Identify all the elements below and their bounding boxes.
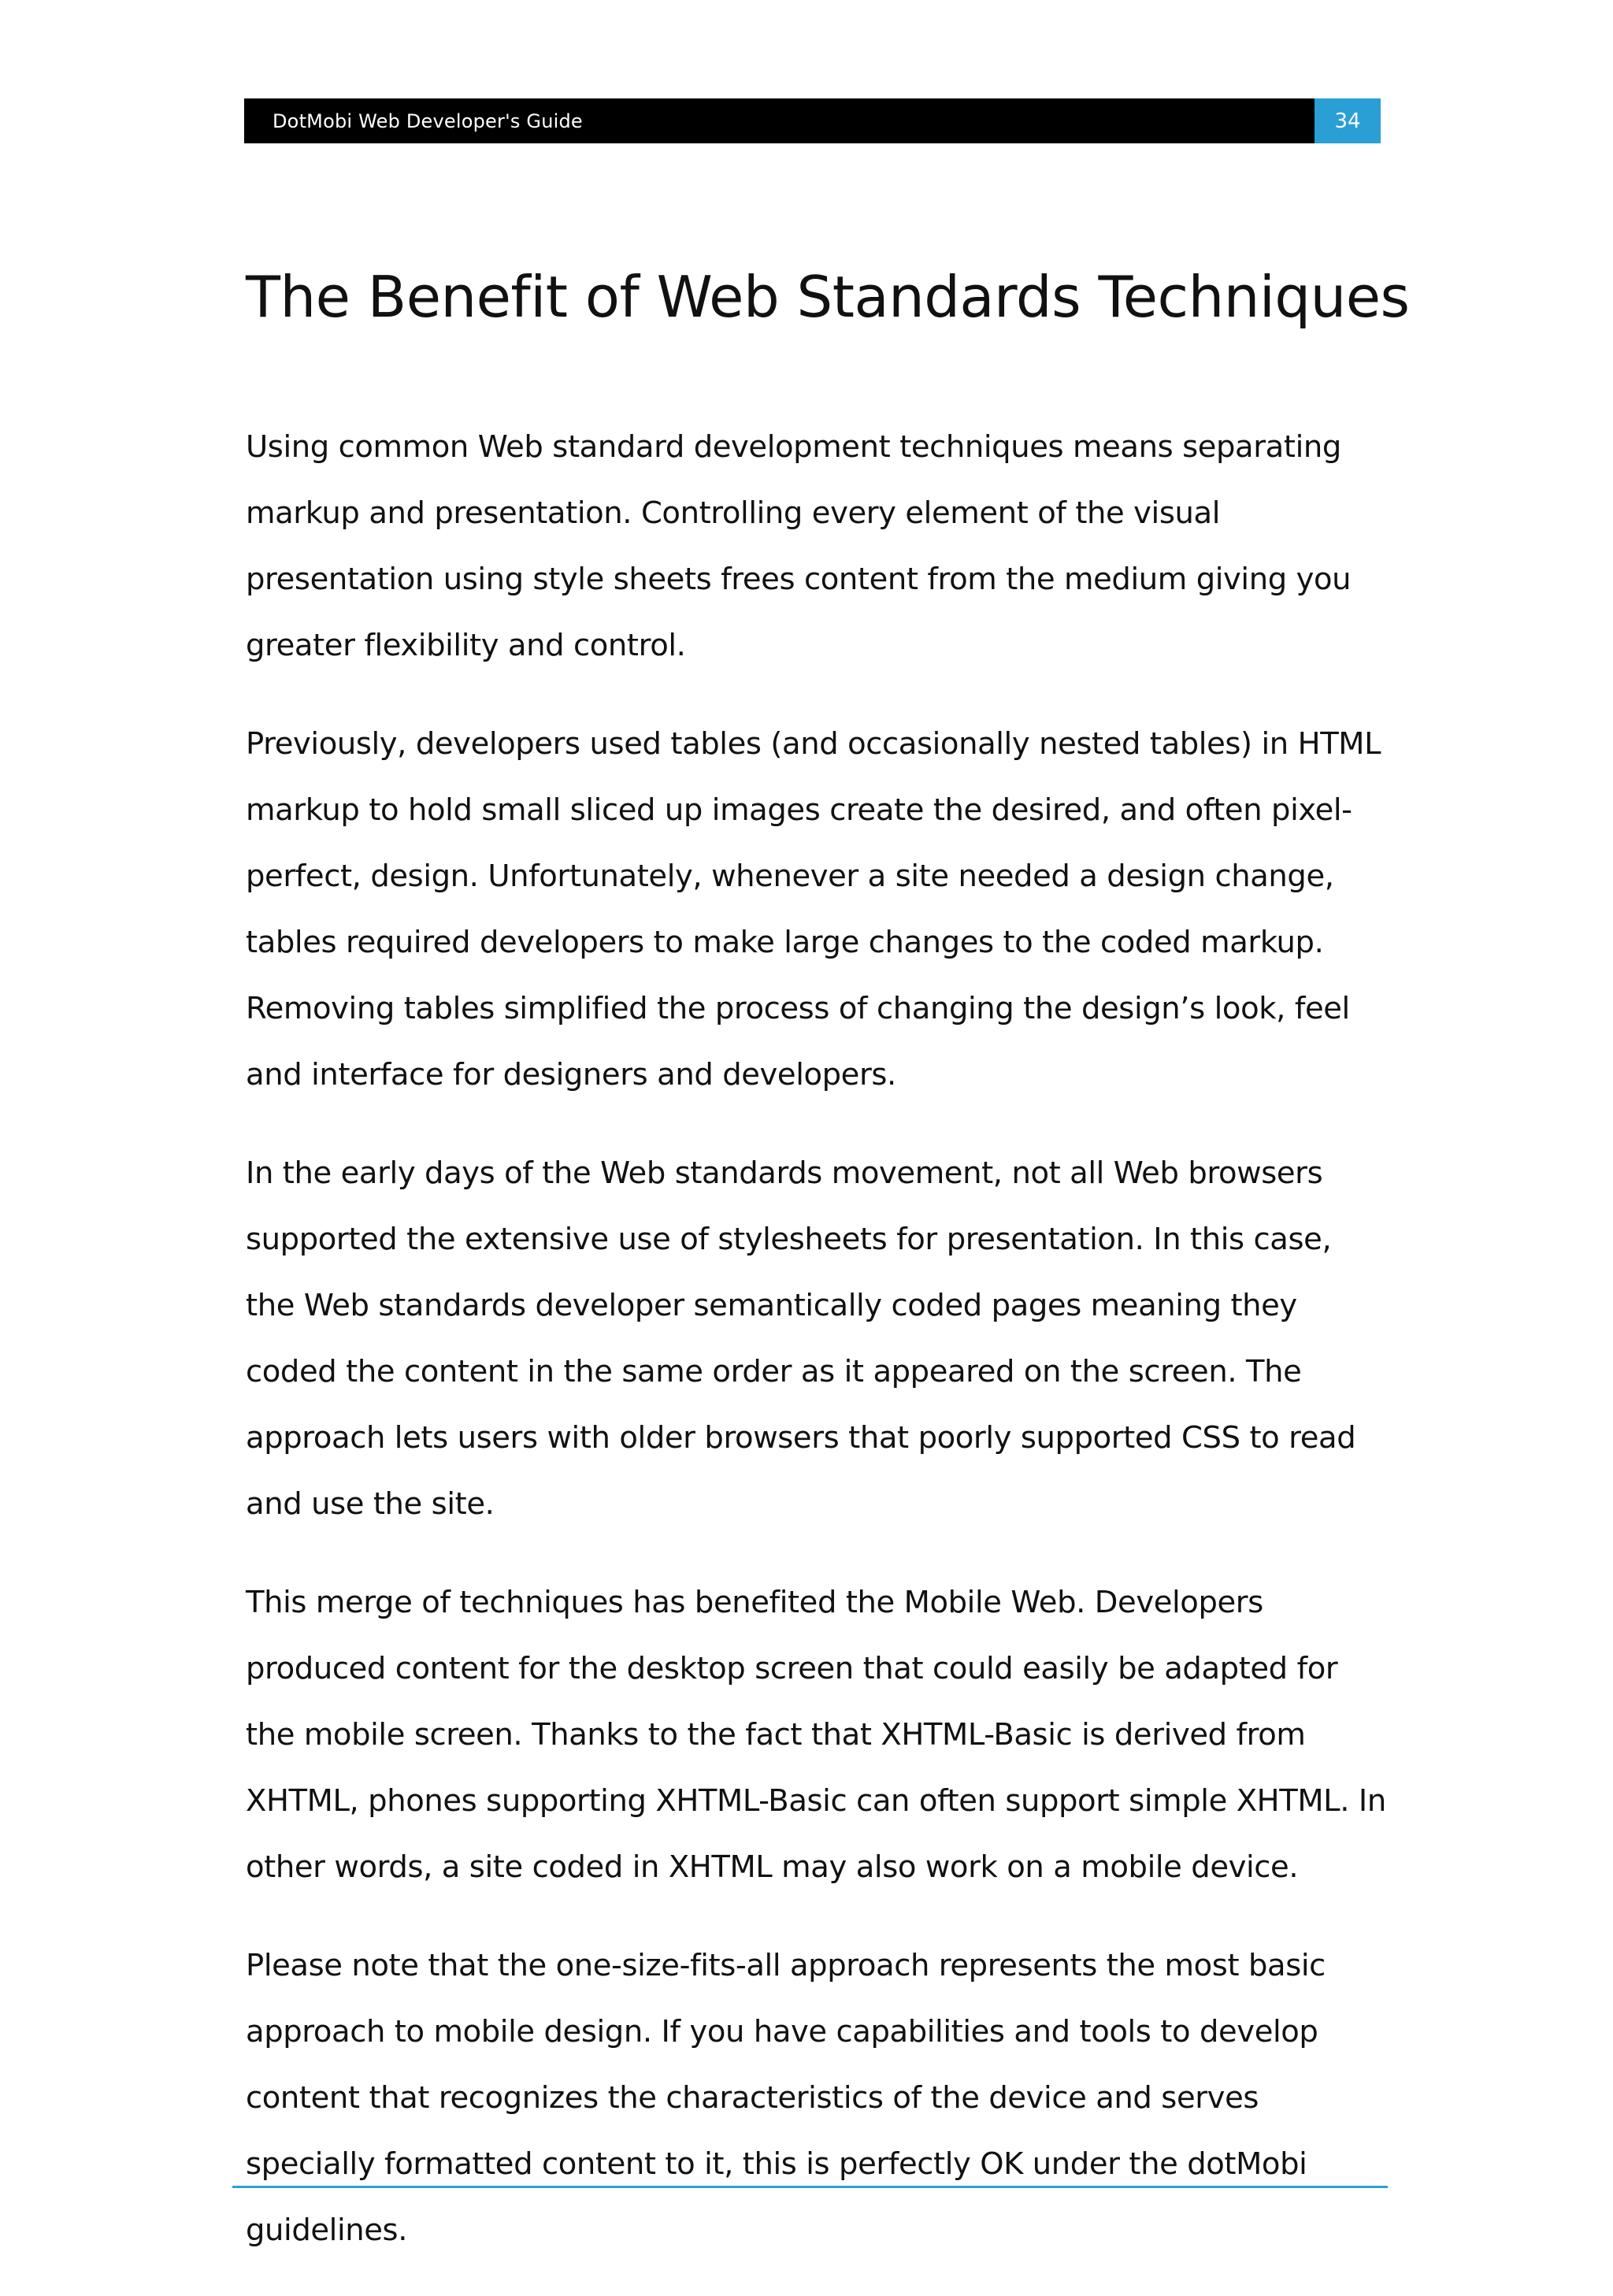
paragraph-4: This merge of techniques has benefited the Mobile Web. Developers produced content for the desktop screen that could easily be adapted for the mobile screen. Thanks to the fact that XHTML-Basic is derived from XHTML, phones supporting XHTML-Basic can often support simple XHTML. In other words, a site coded in XHTML may also work on a mobile device. bbox=[246, 1585, 1386, 1885]
body-text bbox=[246, 414, 1388, 2296]
paragraph-5: Please note that the one-size-fits-all approach represents the most basic approach to mobile design. If you have capabilities and tools to develop content that recognizes the characteristics of the device and serves specially formatted content to it, this is perfectly OK under the dotMobi guidelines. bbox=[246, 1948, 1326, 2248]
paragraph-2: Previously, developers used tables (and occasionally nested tables) in HTML markup to hold small sliced up images create the desired, and often pixel-perfect, design. Unfortunately, whenever a site needed a design change, tables required developers to make large changes to the coded markup. Removing tables simplified the process of changing the design’s look, feel and interface for designers and developers. bbox=[246, 726, 1381, 1092]
footer-divider bbox=[232, 2186, 1388, 2188]
paragraph-1: Using common Web standard development techniques means separating markup and presentation. Controlling every element of the visual presentation using style sheets frees content from the medium giving you greater flexibility and control. bbox=[246, 429, 1352, 663]
paragraph-3: In the early days of the Web standards movement, not all Web browsers supported the extensive use of stylesheets for presentation. In this case, the Web standards developer semantically coded pages meaning they coded the content in the same order as it appeared on the screen. The approach lets users with older browsers that poorly supported CSS to read and use the site. bbox=[246, 1155, 1356, 1522]
page-number: 34 bbox=[1315, 98, 1381, 143]
header-title: DotMobi Web Developer's Guide bbox=[273, 109, 583, 132]
running-header bbox=[244, 98, 1381, 143]
page-title: The Benefit of Web Standards Techniques bbox=[246, 264, 1410, 330]
